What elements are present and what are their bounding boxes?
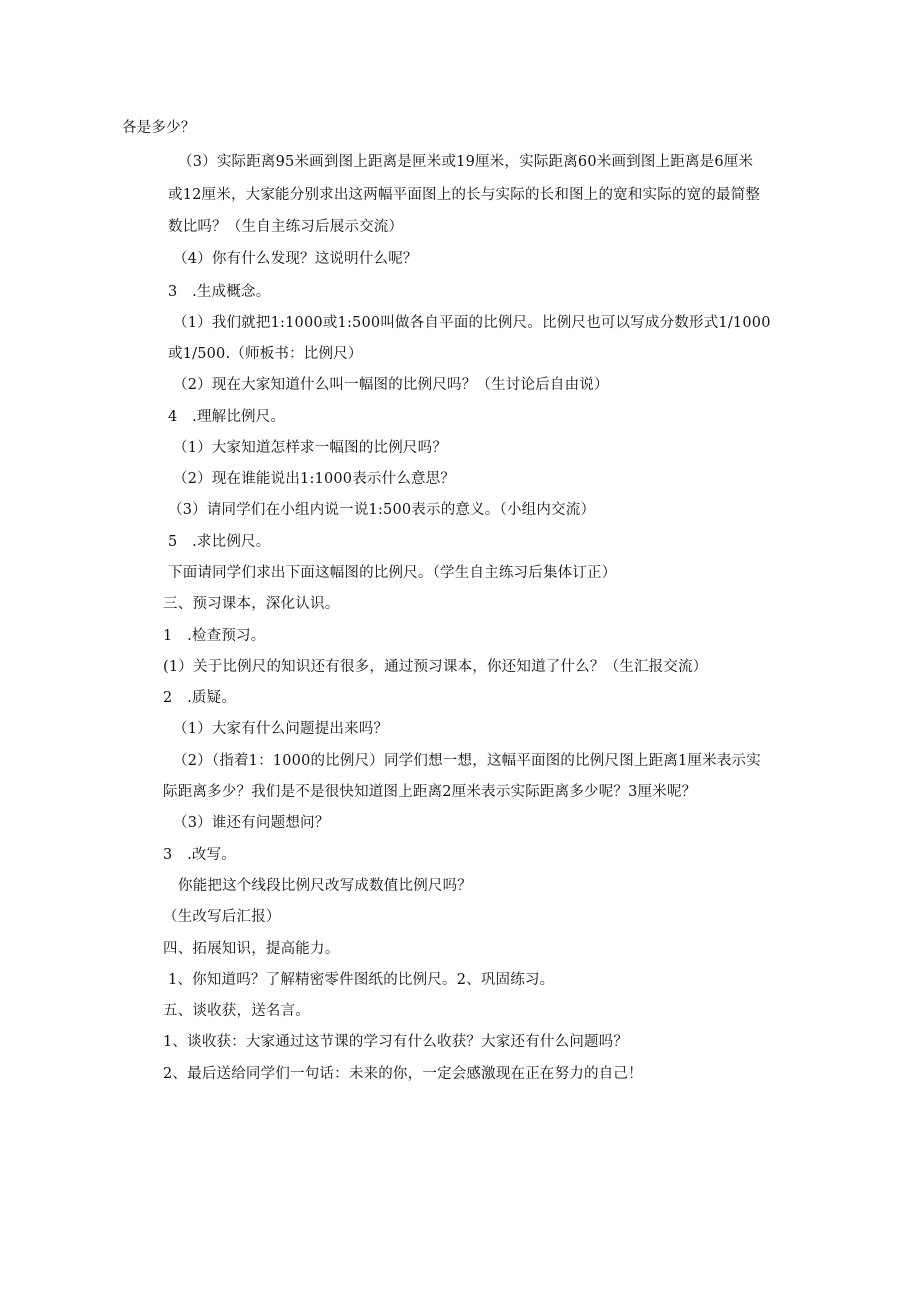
text-line: （4）你有什么发现？这说明什么呢？ <box>173 251 418 267</box>
text-line: 或1/500.（师板书：比例尺） <box>168 346 363 362</box>
text-line: （3）实际距离95米画到图上距离是匣米或19厘米，实际距离60米画到图上距离是6厘米 <box>178 154 754 170</box>
text-line: （3）谁还有问题想问？ <box>173 815 330 831</box>
text-line: 你能把这个线段比例尺改写成数值比例尺吗？ <box>178 878 472 894</box>
section-heading: 四、拓展知识，提高能力。 <box>163 941 340 957</box>
section-heading: 三、预习课本，深化认识。 <box>163 596 340 612</box>
section-heading: 2 .质疑。 <box>163 690 237 706</box>
section-heading: 4 .理解比例尺。 <box>168 409 286 425</box>
text-line: 1、你知道吗？了解精密零件图纸的比例尺。2、巩固练习。 <box>168 972 555 988</box>
text-line: 际距离多少？我们是不是很快知道图上距离2厘米表示实际距离多少呢？3厘米呢？ <box>163 784 697 800</box>
text-line: （2）现在谁能说出1:1000表示什么意思？ <box>173 471 456 487</box>
text-line: 1、谈收获：大家通过这节课的学习有什么收获？大家还有什么问题吗？ <box>163 1034 629 1050</box>
text-line: 数比吗？（生自主练习后展示交流） <box>168 219 404 235</box>
text-line: （1）我们就把1:1000或1:500叫做各自平面的比例尺。比例尺也可以写成分数形式1/1000 <box>173 315 771 331</box>
section-heading: 3 .生成概念。 <box>168 284 271 300</box>
section-heading: 5 .求比例尺。 <box>168 534 271 550</box>
text-line: （1）大家有什么问题提出来吗？ <box>173 721 389 737</box>
text-line: （2）（指着1：1000的比例尺）同学们想一想，这幅平面图的比例尺图上距离1厘米表示实 <box>173 753 761 769</box>
text-line: （3）请同学们在小组内说一说1:500表示的意义。（小组内交流） <box>168 502 596 518</box>
text-line: （1）大家知道怎样求一幅图的比例尺吗？ <box>173 440 448 456</box>
text-line: （生改写后汇报） <box>163 909 281 925</box>
text-line: 或12厘米，大家能分别求出这两幅平面图上的长与实际的长和图上的宽和实际的宽的最简整 <box>168 187 761 203</box>
text-line: 下面请同学们求出下面这幅图的比例尺。（学生自主练习后集体订正） <box>168 565 617 581</box>
section-heading: 五、谈收获，送名言。 <box>163 1003 310 1019</box>
section-heading: 3 .改写。 <box>163 847 237 863</box>
text-line: (1）关于比例尺的知识还有很多，通过预习课本，你还知道了什么？（生汇报交流） <box>163 659 708 675</box>
text-line: （2）现在大家知道什么叫一幅图的比例尺吗？（生讨论后自由说） <box>173 377 609 393</box>
text-line: 各是多少？ <box>122 120 196 136</box>
text-line: 2、最后送给同学们一句话：未来的你，一定会感激现在正在努力的自己！ <box>163 1066 643 1082</box>
section-heading: 1 .检查预习。 <box>163 628 266 644</box>
